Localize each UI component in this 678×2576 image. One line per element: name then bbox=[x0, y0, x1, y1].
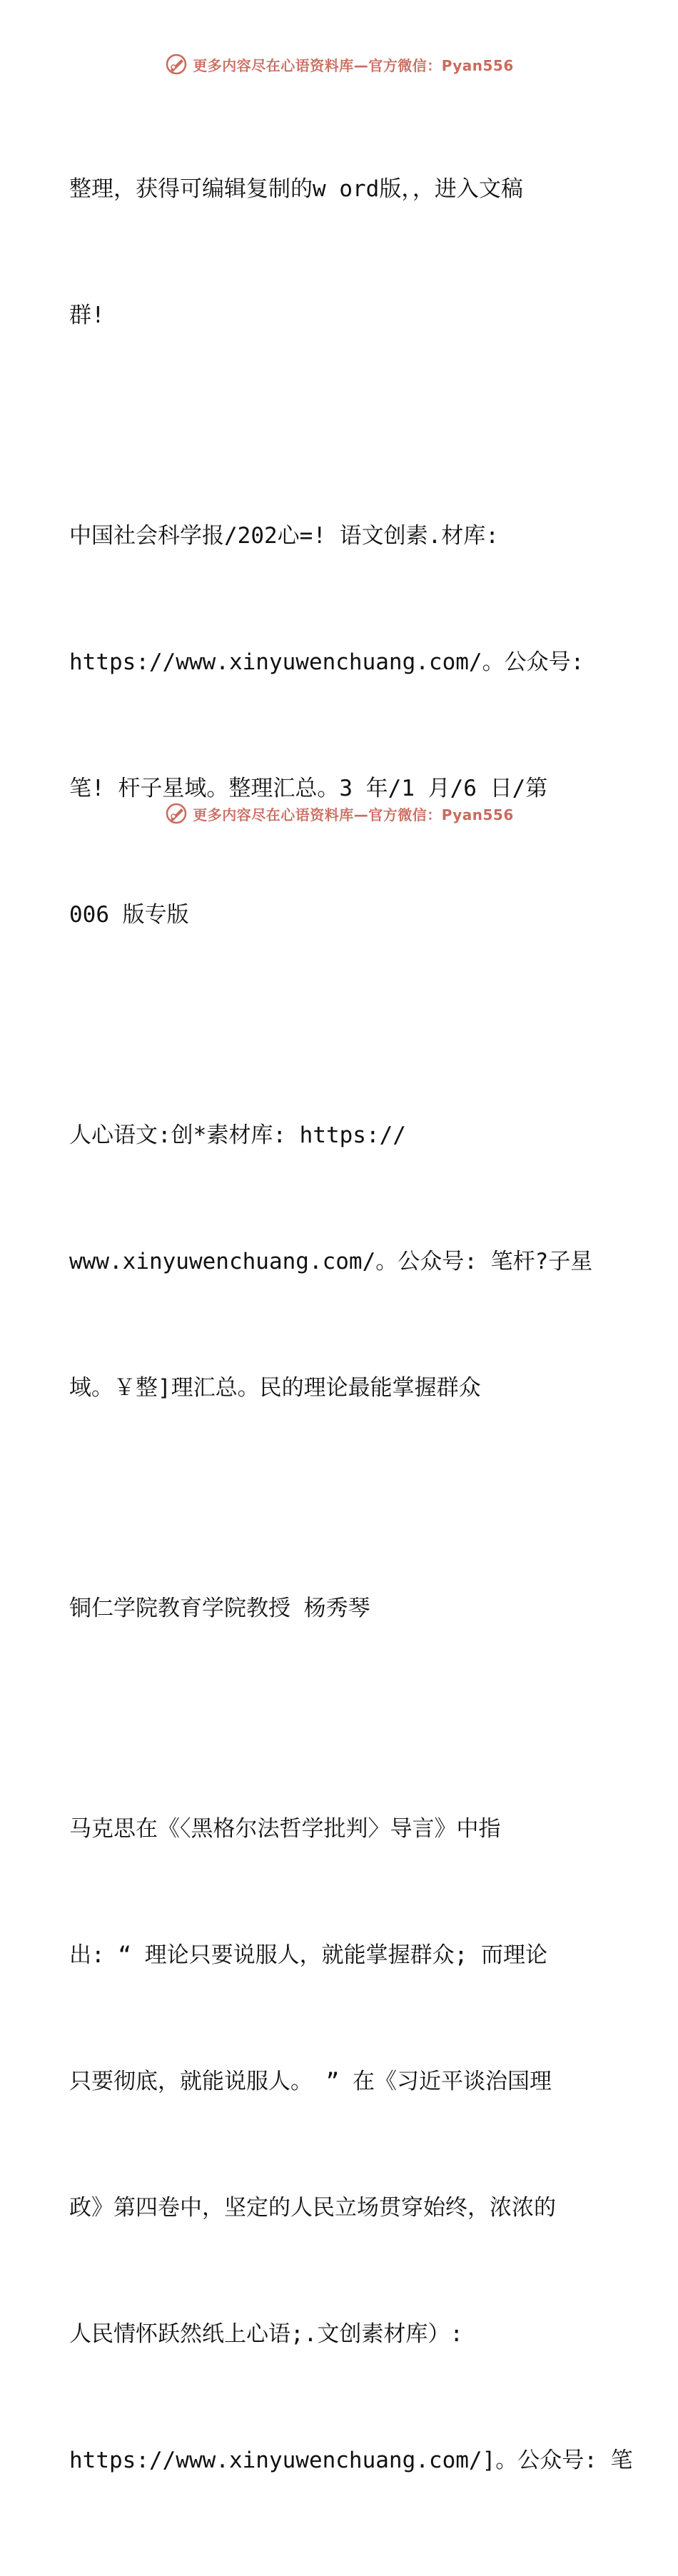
text-line: 人心语文:创*素材库: https:// bbox=[69, 1122, 406, 1148]
document-body bbox=[69, 84, 633, 2576]
paragraph-3 bbox=[69, 1030, 612, 1494]
text-line: www.xinyuwenchuang.com/。公众号: 笔杆?子星 bbox=[69, 1249, 593, 1274]
paragraph-4-author bbox=[69, 1503, 612, 1714]
text-line: 整理，获得可编辑复制的w ord版，，进入文稿 bbox=[69, 176, 523, 202]
text-line: 人民情怀跃然纸上心语;.文创素材库）: bbox=[69, 2321, 463, 2347]
text-line: 006 版专版 bbox=[69, 902, 189, 928]
text-line: 政》第四卷中，坚定的人民立场贯穿始终，浓浓的 bbox=[69, 2195, 556, 2221]
text-line: 中国社会科学报/202心=! 语文创素.材库: bbox=[69, 523, 499, 549]
pen-circle-logo-icon bbox=[164, 52, 188, 76]
paragraph-5 bbox=[69, 1724, 633, 2566]
text-line: 群! bbox=[69, 303, 105, 328]
pen-circle-logo-icon bbox=[164, 801, 188, 826]
paragraph-1 bbox=[69, 84, 612, 421]
text-line: https://www.xinyuwenchuang.com/。公众号: bbox=[69, 649, 585, 675]
text-line: 域。￥整]理汇总。民的理论最能掌握群众 bbox=[69, 1375, 481, 1401]
header-watermark bbox=[0, 50, 678, 78]
paragraph-2 bbox=[69, 431, 612, 1020]
text-line: 出: “ 理论只要说服人，就能掌握群众; 而理论 bbox=[69, 1942, 547, 1968]
text-line: https://www.xinyuwenchuang.com/]。公众号: 笔 bbox=[69, 2448, 633, 2473]
text-line: 笔! 杆子星域。整理汇总。3 年/1 月/6 日/第 bbox=[69, 776, 548, 801]
footer-watermark-text: 更多内容尽在心语资料库—官方微信：Pyan556 bbox=[193, 806, 514, 823]
text-line: 只要彻底，就能说服人。 ” 在《习近平谈治国理 bbox=[69, 2069, 552, 2094]
author-line: 铜仁学院教育学院教授 杨秀琴 bbox=[69, 1596, 370, 1621]
footer-watermark bbox=[0, 799, 678, 828]
header-watermark-text: 更多内容尽在心语资料库—官方微信：Pyan556 bbox=[193, 56, 514, 74]
text-line: 马克思在《〈黑格尔法哲学批判〉导言》中指 bbox=[69, 1816, 501, 1842]
